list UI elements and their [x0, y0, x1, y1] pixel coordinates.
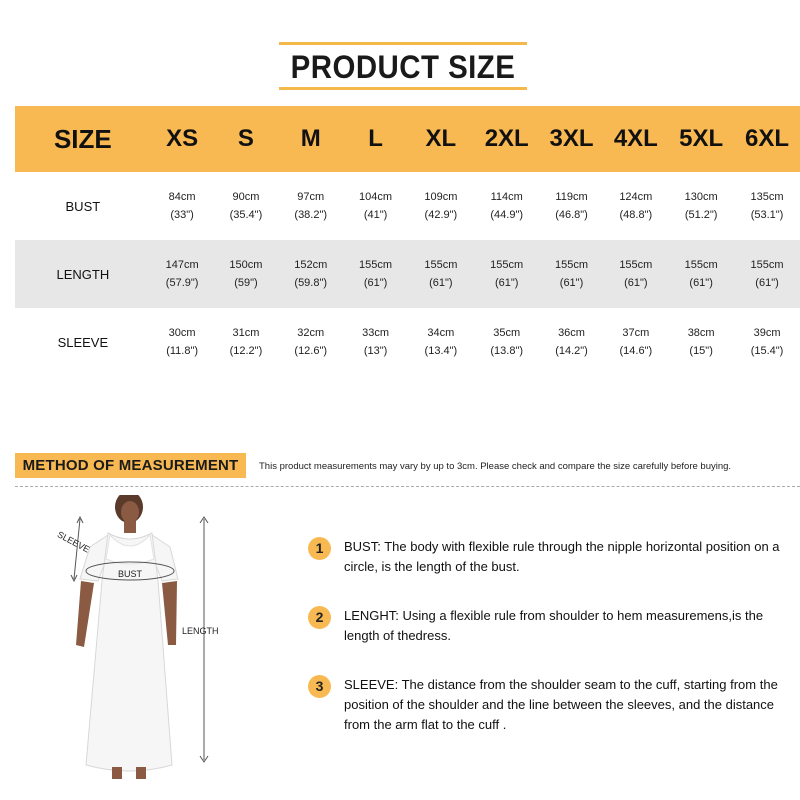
size-cell	[540, 308, 604, 376]
cell-cm-value: 119cm	[555, 191, 588, 203]
size-header-row	[15, 106, 800, 172]
size-cell	[151, 172, 214, 240]
cell-cm-value: 30cm	[168, 327, 196, 339]
cell-inch-value: (13")	[363, 345, 388, 357]
title-rule-top	[279, 42, 527, 45]
step-text: LENGHT: Using a flexible rule from shoulder to hem measuremens,is the length of thedress.	[344, 608, 764, 643]
cell-inch-value: (61")	[429, 277, 453, 289]
size-cell	[734, 172, 800, 240]
method-note: This product measurements may vary by up to 3cm. Please check and compare the size carefully before buying.	[259, 461, 732, 472]
title-rule-bottom	[279, 87, 527, 90]
cell-cm-value: 39cm	[753, 327, 781, 339]
size-cell	[151, 308, 214, 376]
step-text: BUST: The body with flexible rule through the nipple horizontal position on a circle, is the length of the bust.	[344, 539, 780, 574]
cell-cm-value: 33cm	[362, 327, 389, 339]
size-header: XL	[425, 125, 457, 152]
cell-inch-value: (13.8")	[490, 345, 524, 357]
method-heading: METHOD OF MEASUREMENT	[15, 453, 246, 478]
size-cell	[343, 308, 408, 376]
row-label: SLEEVE	[57, 334, 109, 350]
left-arm	[76, 581, 94, 647]
size-cell	[408, 172, 474, 240]
cell-cm-value: 124cm	[619, 191, 653, 203]
cell-cm-value: 150cm	[229, 259, 263, 271]
size-header: 4XL	[613, 125, 658, 152]
size-header: XS	[166, 125, 199, 152]
cell-inch-value: (33")	[170, 209, 194, 221]
step-number-badge: 1	[308, 537, 331, 560]
size-cell	[474, 308, 540, 376]
size-cell	[603, 308, 668, 376]
size-header: 5XL	[679, 125, 724, 152]
cell-cm-value: 38cm	[687, 327, 715, 339]
cell-cm-value: 114cm	[490, 191, 523, 203]
size-cell	[540, 172, 604, 240]
section-divider	[15, 486, 800, 487]
cell-inch-value: (12.6")	[294, 345, 328, 357]
cell-inch-value: (61")	[363, 277, 388, 289]
cell-inch-value: (13.4")	[424, 345, 458, 357]
size-header: L	[368, 125, 383, 152]
size-cell	[734, 308, 800, 376]
table-row	[15, 308, 800, 376]
step-text: SLEEVE: The distance from the shoulder seam to the cuff, starting from the position of the shoulder and the line between the sleeves, and the distance from the arm flat to the cuff .	[344, 677, 778, 732]
cell-cm-value: 97cm	[297, 191, 325, 203]
cell-inch-value: (14.6")	[619, 345, 653, 357]
cell-cm-value: 155cm	[490, 259, 524, 271]
size-header-label: SIZE	[53, 123, 112, 154]
size-table	[15, 106, 800, 376]
cell-cm-value: 32cm	[297, 327, 325, 339]
size-header: 6XL	[745, 125, 790, 152]
cell-inch-value: (61")	[624, 277, 648, 289]
cell-inch-value: (61")	[755, 277, 779, 289]
cell-inch-value: (14.2")	[555, 345, 588, 357]
cell-inch-value: (44.9")	[490, 209, 524, 221]
size-cell	[474, 240, 540, 308]
size-cell	[278, 240, 343, 308]
cell-cm-value: 155cm	[750, 259, 784, 271]
size-header: S	[237, 125, 254, 152]
right-foot	[136, 767, 146, 779]
size-cell	[408, 240, 474, 308]
cell-cm-value: 155cm	[619, 259, 653, 271]
size-cell	[214, 308, 279, 376]
size-cell	[668, 240, 734, 308]
size-cell	[668, 308, 734, 376]
size-cell	[151, 240, 214, 308]
cell-cm-value: 155cm	[424, 259, 458, 271]
bust-label: BUST	[118, 569, 143, 579]
row-label: LENGTH	[56, 266, 110, 282]
size-cell	[734, 240, 800, 308]
neck-shape	[124, 521, 136, 533]
cell-cm-value: 109cm	[424, 191, 458, 203]
cell-inch-value: (48.8")	[619, 209, 653, 221]
cell-cm-value: 130cm	[684, 191, 718, 203]
cell-cm-value: 35cm	[493, 327, 521, 339]
size-cell	[603, 172, 668, 240]
length-label: LENGTH	[182, 626, 219, 636]
size-cell	[343, 240, 408, 308]
cell-cm-value: 152cm	[294, 259, 328, 271]
cell-inch-value: (59.8")	[294, 277, 328, 289]
cell-cm-value: 37cm	[622, 327, 650, 339]
cell-inch-value: (42.9")	[424, 209, 458, 221]
cell-cm-value: 135cm	[750, 191, 784, 203]
right-arm	[162, 581, 177, 645]
cell-cm-value: 147cm	[165, 259, 199, 271]
size-cell	[343, 172, 408, 240]
cell-inch-value: (61")	[689, 277, 713, 289]
cell-inch-value: (59")	[234, 277, 258, 289]
table-row	[15, 172, 800, 240]
cell-inch-value: (51.2")	[684, 209, 718, 221]
measurement-figure	[50, 495, 250, 790]
cell-cm-value: 31cm	[232, 327, 260, 339]
page-title: PRODUCT SIZE	[290, 49, 516, 85]
cell-cm-value: 104cm	[359, 191, 393, 203]
row-label: BUST	[65, 198, 101, 214]
title-block	[279, 42, 527, 90]
cell-inch-value: (35.4")	[229, 209, 263, 221]
size-cell	[214, 240, 279, 308]
cell-inch-value: (53.1")	[750, 209, 784, 221]
cell-cm-value: 36cm	[558, 327, 585, 339]
cell-inch-value: (12.2")	[229, 345, 263, 357]
cell-inch-value: (15")	[689, 345, 713, 357]
cell-cm-value: 155cm	[359, 259, 393, 271]
size-cell	[278, 172, 343, 240]
cell-inch-value: (11.8")	[166, 345, 199, 357]
cell-inch-value: (38.2")	[294, 209, 328, 221]
step-number-badge: 3	[308, 675, 331, 698]
cell-cm-value: 155cm	[555, 259, 589, 271]
cell-inch-value: (61")	[494, 277, 519, 289]
size-cell	[214, 172, 279, 240]
cell-inch-value: (57.9")	[165, 277, 199, 289]
cell-inch-value: (61")	[559, 277, 584, 289]
cell-cm-value: 84cm	[168, 191, 196, 203]
cell-inch-value: (41")	[363, 209, 388, 221]
cell-cm-value: 34cm	[427, 327, 455, 339]
size-cell	[474, 172, 540, 240]
size-cell	[668, 172, 734, 240]
cell-cm-value: 90cm	[232, 191, 260, 203]
size-cell	[540, 240, 604, 308]
table-row	[15, 240, 800, 308]
cell-inch-value: (15.4")	[750, 345, 784, 357]
cell-cm-value: 155cm	[684, 259, 718, 271]
size-cell	[278, 308, 343, 376]
size-header: M	[300, 125, 321, 152]
size-cell	[408, 308, 474, 376]
left-foot	[112, 767, 122, 779]
sleeve-label: SLEEVE	[55, 529, 92, 555]
size-header: 3XL	[549, 125, 594, 152]
size-cell	[603, 240, 668, 308]
face-shape	[121, 501, 139, 523]
size-header: 2XL	[484, 125, 529, 152]
cell-inch-value: (46.8")	[555, 209, 588, 221]
step-number-badge: 2	[308, 606, 331, 629]
